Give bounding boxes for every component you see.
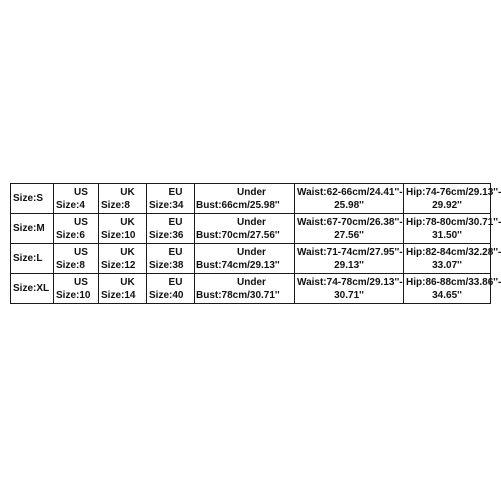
under-label: Under <box>237 216 266 228</box>
eu-label: EU <box>168 276 183 288</box>
under-label: Under <box>237 246 266 258</box>
waist-value-line1: Waist:62-66cm/24.41''- <box>297 186 403 198</box>
waist-cell <box>295 244 404 274</box>
us-label: US <box>74 186 88 198</box>
hip-value-line2: 31.50'' <box>432 229 462 241</box>
table-row <box>11 244 491 274</box>
waist-cell <box>295 214 404 244</box>
waist-value-line2: 27.56'' <box>334 229 364 241</box>
uk-label: UK <box>120 216 135 228</box>
hip-value-line2: 33.07'' <box>432 259 462 271</box>
eu-size-cell <box>147 184 195 214</box>
uk-size-value: Size:10 <box>101 229 136 241</box>
hip-value-line1: Hip:82-84cm/32.28''- <box>406 246 501 258</box>
uk-label: UK <box>120 246 135 258</box>
size-label-cell: Size:S <box>11 184 54 214</box>
eu-size-value: Size:38 <box>149 259 184 271</box>
us-size-cell <box>54 184 99 214</box>
uk-size-cell <box>99 184 147 214</box>
eu-label: EU <box>168 216 183 228</box>
hip-value-line1: Hip:78-80cm/30.71''- <box>406 216 501 228</box>
waist-cell <box>295 184 404 214</box>
under-bust-value: Bust:74cm/29.13'' <box>196 259 280 271</box>
eu-size-value: Size:34 <box>149 199 184 211</box>
under-bust-cell <box>195 244 295 274</box>
under-bust-cell <box>195 184 295 214</box>
hip-cell <box>404 274 501 304</box>
size-label-cell: Size:M <box>11 214 54 244</box>
size-label-cell: Size:L <box>11 244 54 274</box>
hip-cell <box>404 184 501 214</box>
eu-size-cell <box>147 274 195 304</box>
us-size-cell <box>54 274 99 304</box>
under-label: Under <box>237 276 266 288</box>
eu-label: EU <box>168 246 183 258</box>
waist-value-line1: Waist:71-74cm/27.95''- <box>297 246 403 258</box>
table-row <box>11 214 491 244</box>
size-chart-table <box>10 183 501 304</box>
hip-value-line2: 34.65'' <box>432 289 462 301</box>
us-size-value: Size:10 <box>56 289 91 301</box>
hip-value-line1: Hip:86-88cm/33.86''- <box>406 276 501 288</box>
under-label: Under <box>237 186 266 198</box>
uk-label: UK <box>120 186 135 198</box>
eu-size-cell <box>147 244 195 274</box>
waist-value-line1: Waist:67-70cm/26.38''- <box>297 216 403 228</box>
us-size-cell <box>54 244 99 274</box>
waist-value-line1: Waist:74-78cm/29.13''- <box>297 276 403 288</box>
waist-cell <box>295 274 404 304</box>
hip-cell <box>404 214 501 244</box>
uk-size-cell <box>99 244 147 274</box>
eu-label: EU <box>168 186 183 198</box>
waist-value-line2: 30.71'' <box>334 289 364 301</box>
us-size-value: Size:6 <box>56 229 85 241</box>
us-size-value: Size:8 <box>56 259 85 271</box>
us-label: US <box>74 276 88 288</box>
us-size-value: Size:4 <box>56 199 85 211</box>
under-bust-cell <box>195 274 295 304</box>
hip-value-line1: Hip:74-76cm/29.13''- <box>406 186 501 198</box>
us-label: US <box>74 246 88 258</box>
under-bust-value: Bust:66cm/25.98'' <box>196 199 280 211</box>
uk-size-cell <box>99 214 147 244</box>
eu-size-cell <box>147 214 195 244</box>
uk-size-cell <box>99 274 147 304</box>
waist-value-line2: 25.98'' <box>334 199 364 211</box>
eu-size-value: Size:40 <box>149 289 184 301</box>
size-label-cell: Size:XL <box>11 274 54 304</box>
us-label: US <box>74 216 88 228</box>
under-bust-value: Bust:78cm/30.71'' <box>196 289 280 301</box>
uk-size-value: Size:14 <box>101 289 136 301</box>
hip-cell <box>404 244 501 274</box>
under-bust-value: Bust:70cm/27.56'' <box>196 229 280 241</box>
eu-size-value: Size:36 <box>149 229 184 241</box>
us-size-cell <box>54 214 99 244</box>
hip-value-line2: 29.92'' <box>432 199 462 211</box>
under-bust-cell <box>195 214 295 244</box>
uk-label: UK <box>120 276 135 288</box>
uk-size-value: Size:8 <box>101 199 130 211</box>
waist-value-line2: 29.13'' <box>334 259 364 271</box>
uk-size-value: Size:12 <box>101 259 136 271</box>
table-row <box>11 274 491 304</box>
table-row <box>11 184 491 214</box>
